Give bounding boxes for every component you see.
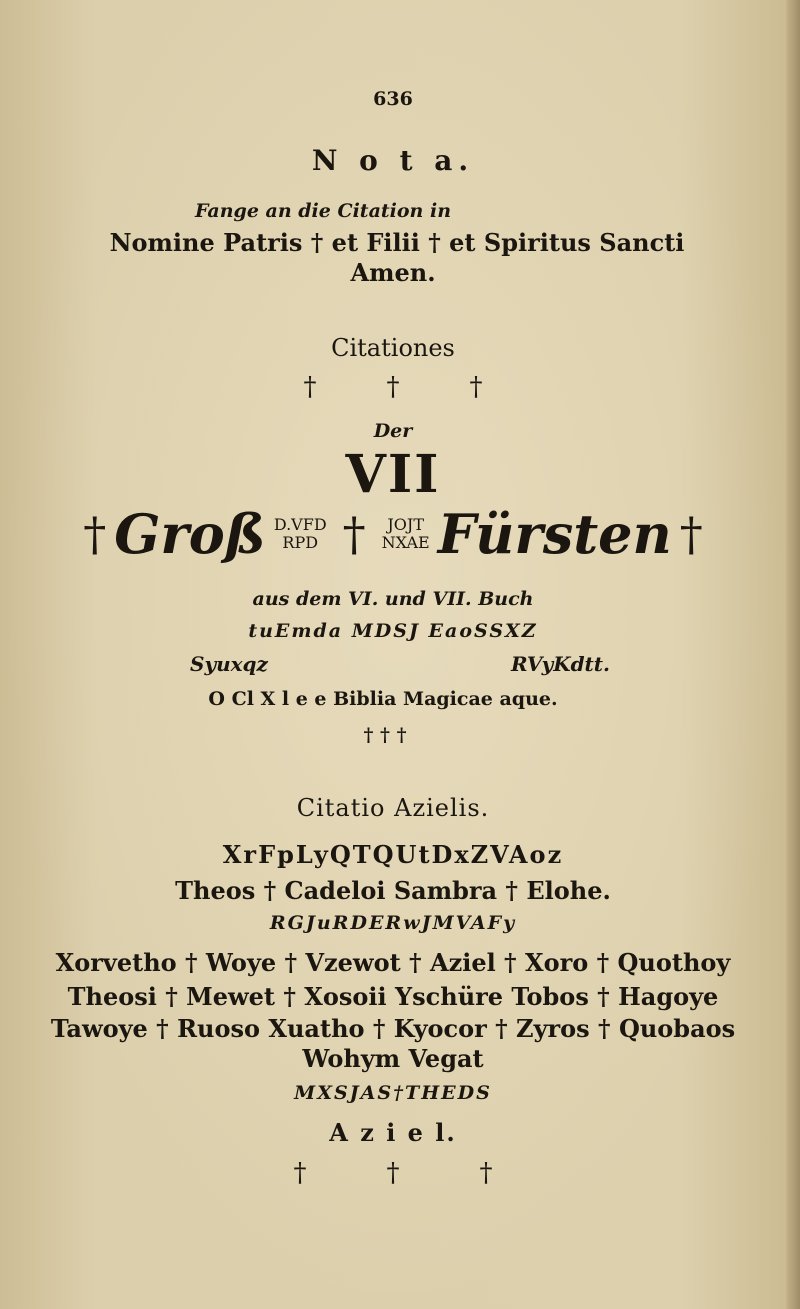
- cross-mark: †: [303, 372, 317, 402]
- der-line: Der: [373, 420, 413, 442]
- fuersten-word: Fürsten: [437, 502, 672, 566]
- cross-mark: †: [386, 372, 400, 402]
- theos-line: Theos † Cadeloi Sambra † Elohe.: [175, 876, 611, 905]
- cipher-line-2: [190, 652, 610, 676]
- cipher-text: Syuxqz: [190, 652, 268, 676]
- cipher-text: JOJT: [387, 515, 424, 534]
- incantation-line: Theosi † Mewet † Xosoii Yschüre Tobos † Hagoye: [67, 982, 719, 1011]
- cross-row-2: † † †: [363, 724, 407, 746]
- intro-line: Fange an die Citation in: [194, 200, 452, 222]
- cross-mark: †: [479, 1158, 493, 1188]
- cross-mark: †: [293, 1158, 307, 1188]
- incantation-line: Xorvetho † Woye † Vzewot † Aziel † Xoro † Quothoy: [55, 948, 731, 977]
- incantation-line: Wohym Vegat: [302, 1044, 484, 1073]
- cipher-stack-left: [274, 516, 327, 552]
- cipher-text: RPD: [282, 533, 319, 552]
- biblia-line: O Cl X l e e Biblia Magicae aque.: [208, 688, 558, 710]
- nota-heading: N o t a.: [311, 144, 475, 177]
- cipher-text: D.VFD: [273, 515, 327, 534]
- citatio-heading: Citatio Azielis.: [296, 794, 490, 822]
- page-number: 636: [373, 88, 413, 110]
- cipher-stack-right: [382, 516, 430, 552]
- cross-row-3: [0, 1158, 786, 1188]
- incantation-line: Tawoye † Ruoso Xuatho † Kyocor † Zyros † Quobaos: [50, 1014, 736, 1043]
- title-row: [0, 502, 786, 566]
- code-line: XrFpLyQTQUtDxZVAoz: [222, 840, 564, 869]
- cross-mark: †: [83, 507, 107, 561]
- aziel-line: A z i e l.: [329, 1118, 457, 1147]
- cross-row-1: [0, 372, 786, 402]
- vii-heading: VII: [345, 444, 441, 505]
- cipher-line-4: MXSJAS†THEDS: [294, 1082, 492, 1104]
- cross-mark: †: [469, 372, 483, 402]
- cipher-line-3: RGJuRDERwJMVAFy: [269, 912, 517, 934]
- cross-mark: †: [386, 1158, 400, 1188]
- citationes-heading: Citationes: [331, 334, 455, 362]
- cipher-text: RVyKdtt.: [510, 652, 610, 676]
- amen-line: Amen.: [350, 258, 436, 287]
- cipher-line-1: tuEmda MDSJ EaoSSXZ: [248, 620, 538, 642]
- gross-word: Groß: [114, 502, 266, 566]
- cross-mark: †: [342, 507, 366, 561]
- cross-mark: †: [679, 507, 703, 561]
- cipher-text: NXAE: [381, 533, 430, 552]
- aus-line: aus dem VI. und VII. Buch: [252, 588, 534, 610]
- nomine-line: Nomine Patris † et Filii † et Spiritus Sancti: [109, 228, 685, 257]
- page-edge: [786, 0, 800, 1309]
